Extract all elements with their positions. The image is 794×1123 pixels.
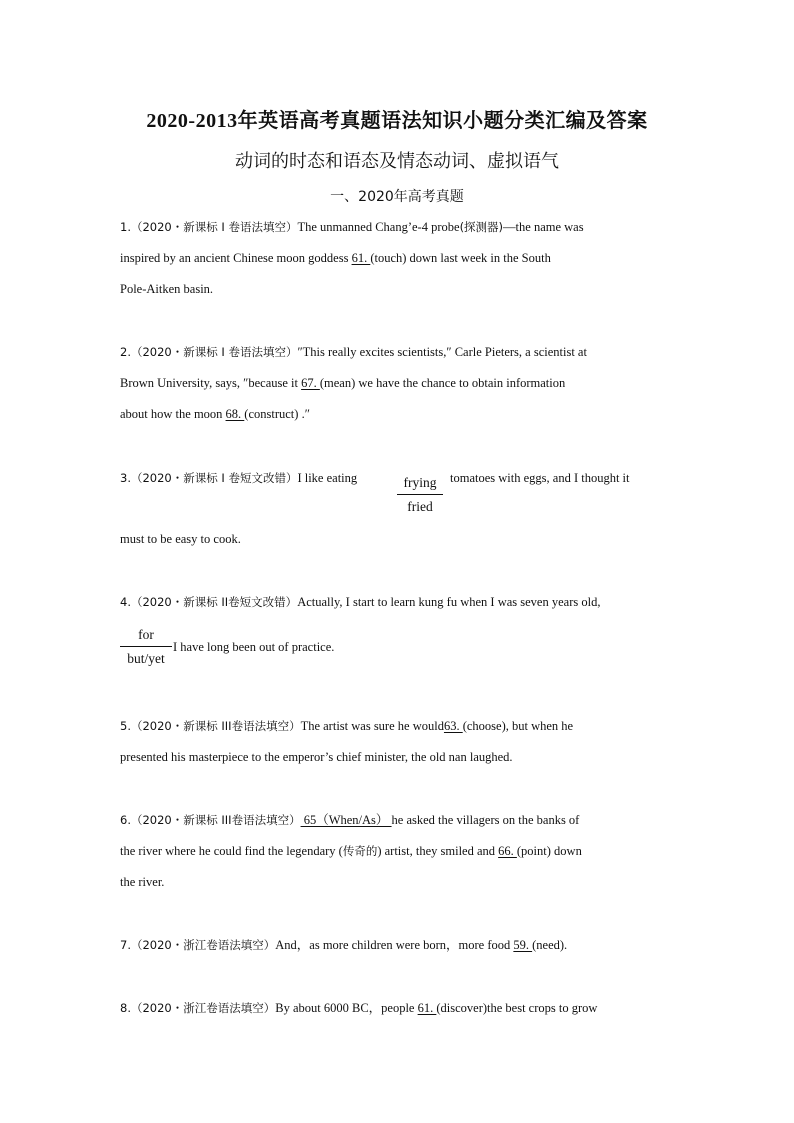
chinese-gloss: (探测器) (459, 220, 504, 234)
question-source: 5.（2020・新课标 III卷语法填空） (120, 719, 301, 733)
question-1-line-2 (120, 250, 551, 266)
question-text: inspired by an ancient Chinese moon goddess (120, 251, 352, 265)
question-4-line-1b: I have long been out of practice. (173, 640, 335, 654)
question-source: 7.（2020・浙江卷语法填空） (120, 938, 276, 952)
question-6-line-2 (120, 843, 582, 859)
fraction-correction: but/yet (127, 651, 165, 666)
question-1-line-1 (120, 219, 584, 235)
question-text: (construct) .″ (244, 407, 310, 421)
question-text: (touch) down last week in the South (370, 251, 551, 265)
answer-blank-67: 67. (301, 376, 320, 390)
question-text: (mean) we have the chance to obtain information (319, 376, 566, 390)
correction-fraction-q3 (397, 475, 443, 515)
question-6-line-3: the river. (120, 875, 165, 889)
question-text: The unmanned Chang’e-4 probe (297, 220, 460, 234)
question-2-line-1 (120, 344, 587, 360)
question-text: (discover)the best crops to grow (436, 1001, 598, 1015)
question-text: I like eating (297, 471, 358, 485)
answer-blank-66: 66. (498, 844, 517, 858)
question-3-line-1b: tomatoes with eggs, and I thought it (450, 471, 630, 485)
question-4-line-1 (120, 594, 600, 610)
question-8-line-1 (120, 1000, 597, 1016)
question-text: —the name was (503, 220, 584, 234)
question-text: And，as more children were born，more food (275, 938, 514, 952)
question-text: By about 6000 BC，people (275, 1001, 418, 1015)
question-source: 4.（2020・新课标 II卷短文改错） (120, 595, 298, 609)
question-text: ) artist, they smiled and (377, 844, 499, 858)
answer-blank-63: 63. (443, 719, 463, 733)
question-7-line-1 (120, 937, 567, 953)
answer-blank-61: 61. (417, 1001, 437, 1015)
question-source: 3.（2020・新课标 I 卷短文改错） (120, 471, 298, 485)
fraction-original: frying (397, 475, 443, 495)
question-text: (choose), but when he (462, 719, 574, 733)
question-1-line-3: Pole-Aitken basin. (120, 282, 214, 296)
document-title: 2020-2013年英语高考真题语法知识小题分类汇编及答案 (146, 110, 648, 132)
section-heading: 一、2020年高考真题 (330, 189, 464, 205)
question-3-line-1a (120, 470, 357, 486)
question-source: 8.（2020・浙江卷语法填空） (120, 1001, 276, 1015)
question-text: ″This really excites scientists,″ Carle Pieters, a scientist at (297, 345, 587, 359)
answer-blank-65: 65（When/As） (300, 813, 392, 827)
chinese-gloss: 传奇的 (342, 844, 378, 858)
question-text: The artist was sure he would (300, 719, 444, 733)
question-5-line-1 (120, 718, 573, 734)
question-text: Actually, I start to learn kung fu when I was seven years old, (297, 595, 601, 609)
question-text: Brown University, says, ″because it (120, 376, 302, 390)
question-2-line-2 (120, 375, 565, 391)
answer-blank-59: 59. (513, 938, 533, 952)
question-source: 6.（2020・新课标 III卷语法填空） (120, 813, 301, 827)
question-6-line-1 (120, 812, 579, 828)
answer-blank-68: 68. (225, 407, 245, 421)
answer-blank-61: 61. (351, 251, 371, 265)
question-source: 2.（2020・新课标 I 卷语法填空） (120, 345, 298, 359)
question-text: about how the moon (120, 407, 226, 421)
question-2-line-3 (120, 406, 310, 422)
fraction-original: for (120, 627, 172, 647)
question-text: (point) down (516, 844, 582, 858)
document-subtitle: 动词的时态和语态及情态动词、虚拟语气 (235, 151, 559, 172)
question-5-line-2: presented his masterpiece to the emperor’s chief minister, the old nan laughed. (120, 750, 513, 764)
question-3-line-2: must to be easy to cook. (120, 532, 241, 546)
question-text: the river where he could find the legendary ( (120, 844, 343, 858)
fraction-correction: fried (407, 499, 433, 514)
correction-fraction-q4 (120, 627, 172, 667)
question-text: he asked the villagers on the banks of (391, 813, 580, 827)
question-source: 1.（2020・新课标 I 卷语法填空） (120, 220, 298, 234)
question-text: (need). (532, 938, 568, 952)
